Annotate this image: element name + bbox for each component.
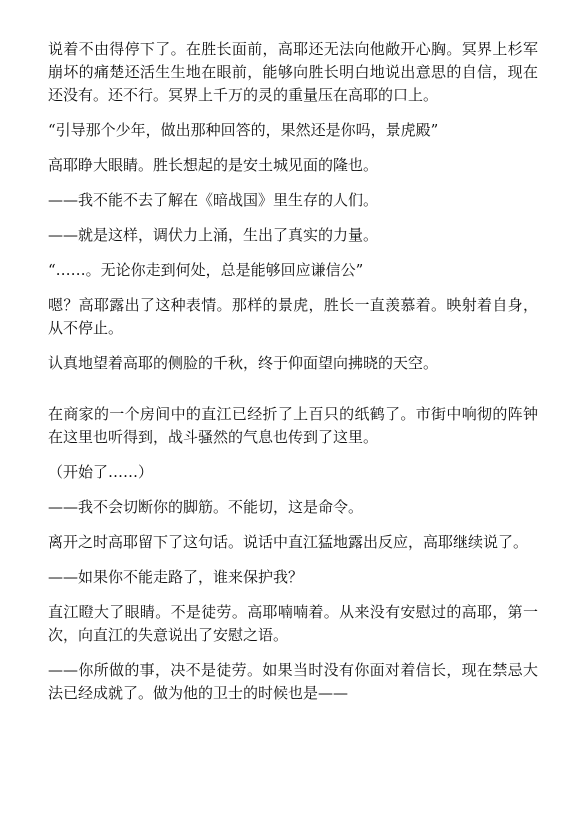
paragraph-4: ——我不能不去了解在《暗战国》里生存的人们。 [48, 191, 379, 209]
paragraph-14: 直江瞪大了眼睛。不是徒劳。高耶喃喃着。从来没有安慰过的高耶，第一次，向直江的失意说出了安慰之语。 [48, 603, 538, 644]
paragraph-9: 在商家的一个房间中的直江已经折了上百只的纸鹤了。市街中响彻的阵钟在这里也听得到，战斗骚然的气息也传到了这里。 [48, 405, 538, 446]
paragraph-8: 认真地望着高耶的侧脸的千秋，终于仰面望向拂晓的天空。 [48, 354, 439, 372]
paragraph-7: 嗯？高耶露出了这种表情。那样的景虎，胜长一直羡慕着。映射着自身，从不停止。 [48, 296, 538, 337]
paragraph-10: （开始了……） [48, 463, 154, 481]
paragraph-15: ——你所做的事，决不是徒劳。如果当时没有你面对着信长，现在禁忌大法已经成就了。做为他的卫士的时候也是—— [48, 661, 538, 702]
document-page [48, 38, 538, 717]
paragraph-12: 离开之时高耶留下了这句话。说话中直江猛地露出反应，高耶继续说了。 [48, 533, 529, 551]
paragraph-3: 高耶睁大眼睛。胜长想起的是安土城见面的隆也。 [48, 156, 379, 174]
paragraph-1: 说着不由得停下了。在胜长面前，高耶还无法向他敞开心胸。冥界上杉军崩坏的痛楚还活生生地在眼前，能够向胜长明白地说出意思的自信，现在还没有。还不行。冥界上千万的灵的重量压在高耶的口上。 [48, 40, 538, 104]
paragraph-13: ——如果你不能走路了，谁来保护我？ [48, 568, 304, 586]
paragraph-2: “引导那个少年，做出那种回答的，果然还是你吗，景虎殿” [48, 121, 439, 139]
paragraph-5: ——就是这样，调伏力上涌，生出了真实的力量。 [48, 226, 379, 244]
section-gap [48, 387, 538, 403]
paragraph-6: “……。无论你走到何处，总是能够回应谦信公” [48, 261, 364, 279]
paragraph-11: ——我不会切断你的脚筋。不能切，这是命令。 [48, 498, 364, 516]
